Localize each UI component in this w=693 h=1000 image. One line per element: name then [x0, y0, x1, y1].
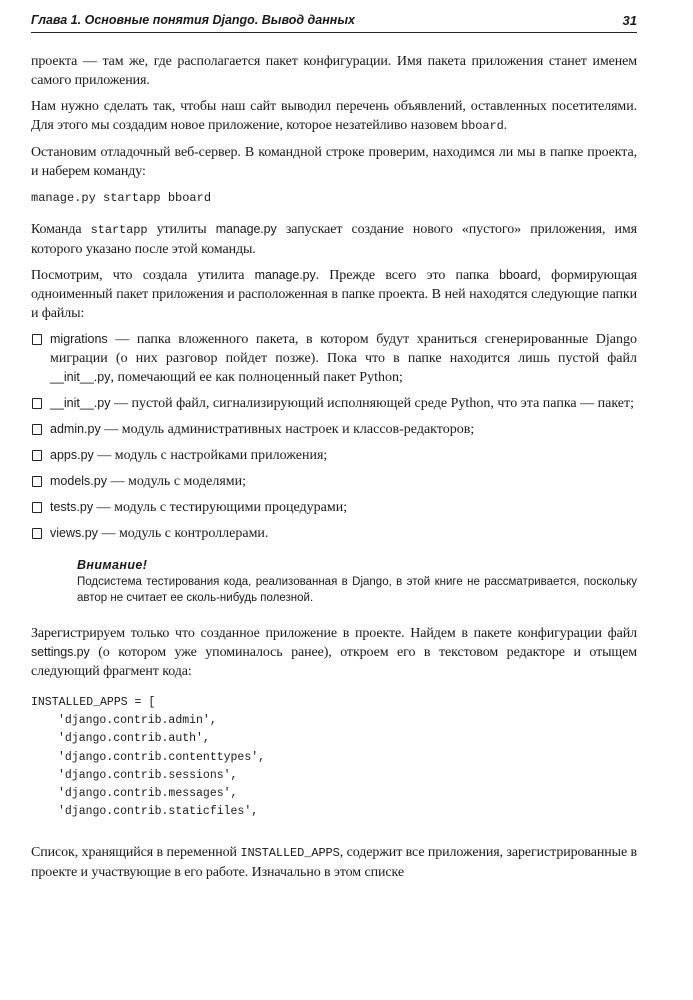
code-line: 'django.contrib.sessions', [58, 768, 238, 782]
file-list [31, 330, 637, 543]
paragraph-6 [31, 624, 637, 681]
file-name-manage-py: manage.py [215, 222, 277, 236]
running-header [31, 10, 637, 33]
list-item-name: models.py [50, 474, 107, 488]
notice-box [77, 558, 637, 606]
list-item [31, 446, 637, 465]
list-item-text-a: — модуль с контроллерами. [97, 526, 269, 541]
list-item-name: migrations [50, 332, 108, 346]
file-name-settings-py: settings.py [31, 645, 90, 659]
paragraph-1: проекта — там же, где располагается пакет конфигурации. Имя пакета приложения станет именем самого приложения. [31, 54, 637, 88]
list-item [31, 472, 637, 491]
code-line: 'django.contrib.contenttypes', [58, 750, 266, 764]
list-item [31, 330, 637, 387]
list-item-name: admin.py [50, 422, 101, 436]
checkbox-bullet-icon [32, 398, 42, 409]
code-block [31, 694, 637, 821]
notice-text: Подсистема тестирования кода, реализованная в Django, в этой книге не рассматривается, поскольку автор не считает ее сколь-нибудь полезной. [77, 576, 637, 604]
code-line: 'django.contrib.auth', [58, 732, 210, 746]
list-item-text-b: , помечающий ее как полноценный пакет Python; [110, 370, 403, 385]
paragraph-5 [31, 266, 637, 323]
paragraph-4-text-a: Команда [31, 222, 91, 237]
list-item-text-a: — модуль с моделями; [106, 474, 246, 489]
inline-code-bboard: bboard [461, 119, 504, 133]
paragraph-4-text-b: утилиты [147, 222, 216, 237]
command-line: manage.py startapp bboard [31, 191, 212, 205]
folder-name-bboard: bboard [499, 268, 538, 282]
inline-code-startapp: startapp [90, 223, 148, 237]
list-item-name: views.py [50, 526, 98, 540]
paragraph-7-text-b: , содержит все приложения, зарегистрированные в проекте и участвующие в его работе. Изначально в этом списке [31, 845, 637, 881]
code-line: 'django.contrib.messages', [58, 787, 238, 801]
paragraph-7 [31, 843, 637, 882]
list-item-text-a: — модуль с настройками приложения; [93, 448, 328, 463]
list-item [31, 524, 637, 543]
inline-code-installed-apps: INSTALLED_APPS [240, 846, 340, 861]
code-line: 'django.contrib.staticfiles', [58, 805, 259, 819]
checkbox-bullet-icon [32, 476, 42, 487]
list-item-text-a: — папка вложенного пакета, в котором будут храниться сгенерированные Django миграции (о них разговор пойдет позже). Пока что в папке находится лишь пустой файл [50, 332, 637, 366]
list-item-text-a: — модуль административных настроек и классов-редакторов; [100, 422, 475, 437]
paragraph-6-text-a: Зарегистрируем только что созданное приложение в проекте. Найдем в пакете конфигурации файл [31, 626, 637, 641]
list-item-name: __init__.py [50, 396, 111, 410]
file-name-manage-py: manage.py [254, 268, 316, 282]
list-item-text-a: — пустой файл, сигнализирующий исполняющей среде Python, что эта папка — пакет; [110, 396, 634, 411]
code-line: INSTALLED_APPS = [ [31, 696, 156, 709]
list-item [31, 498, 637, 517]
code-line: 'django.contrib.admin', [58, 714, 217, 728]
list-item-name: tests.py [50, 500, 94, 514]
list-item [31, 420, 637, 439]
list-item-inline-file: __init__.py [50, 370, 111, 384]
checkbox-bullet-icon [32, 450, 42, 461]
paragraph-2-text-a: Нам нужно сделать так, чтобы наш сайт выводил перечень объявлений, оставленных посетителями. Для этого мы создадим новое приложение, которое незатейливо назовем [31, 99, 637, 133]
page-number: 31 [622, 13, 637, 28]
paragraph-5-text-a: Посмотрим, что создала утилита [31, 268, 255, 283]
chapter-title: Глава 1. Основные понятия Django. Вывод данных [31, 13, 355, 27]
checkbox-bullet-icon [32, 334, 42, 345]
notice-title: Внимание! [77, 558, 148, 572]
paragraph-5-text-b: . Прежде всего это папка [315, 268, 500, 283]
list-item-name: apps.py [50, 448, 94, 462]
paragraph-5-text-c: , формирующая одноименный пакет приложения и расположенная в папке проекта. В ней находятся следующие папки и файлы: [31, 268, 637, 321]
paragraph-4-text-c: запускает создание нового «пустого» приложения, имя которого указано после этой команды. [31, 222, 638, 257]
checkbox-bullet-icon [32, 424, 42, 435]
paragraph-3: Остановим отладочный веб-сервер. В командной строке проверим, находимся ли мы в папке проекта, и наберем команду: [31, 145, 637, 179]
paragraph-2 [31, 97, 637, 136]
checkbox-bullet-icon [32, 528, 42, 539]
paragraph-4 [31, 220, 637, 259]
checkbox-bullet-icon [32, 502, 42, 513]
paragraph-2-text-b: . [503, 118, 508, 133]
paragraph-6-text-b: (о котором уже упоминалось ранее), откроем его в текстовом редакторе и отыщем следующий фрагмент кода: [31, 645, 637, 679]
list-item-text-a: — модуль с тестирующими процедурами; [93, 500, 348, 515]
list-item [31, 394, 637, 413]
paragraph-7-text-a: Список, хранящийся в переменной [31, 845, 241, 861]
page-content [31, 52, 637, 889]
